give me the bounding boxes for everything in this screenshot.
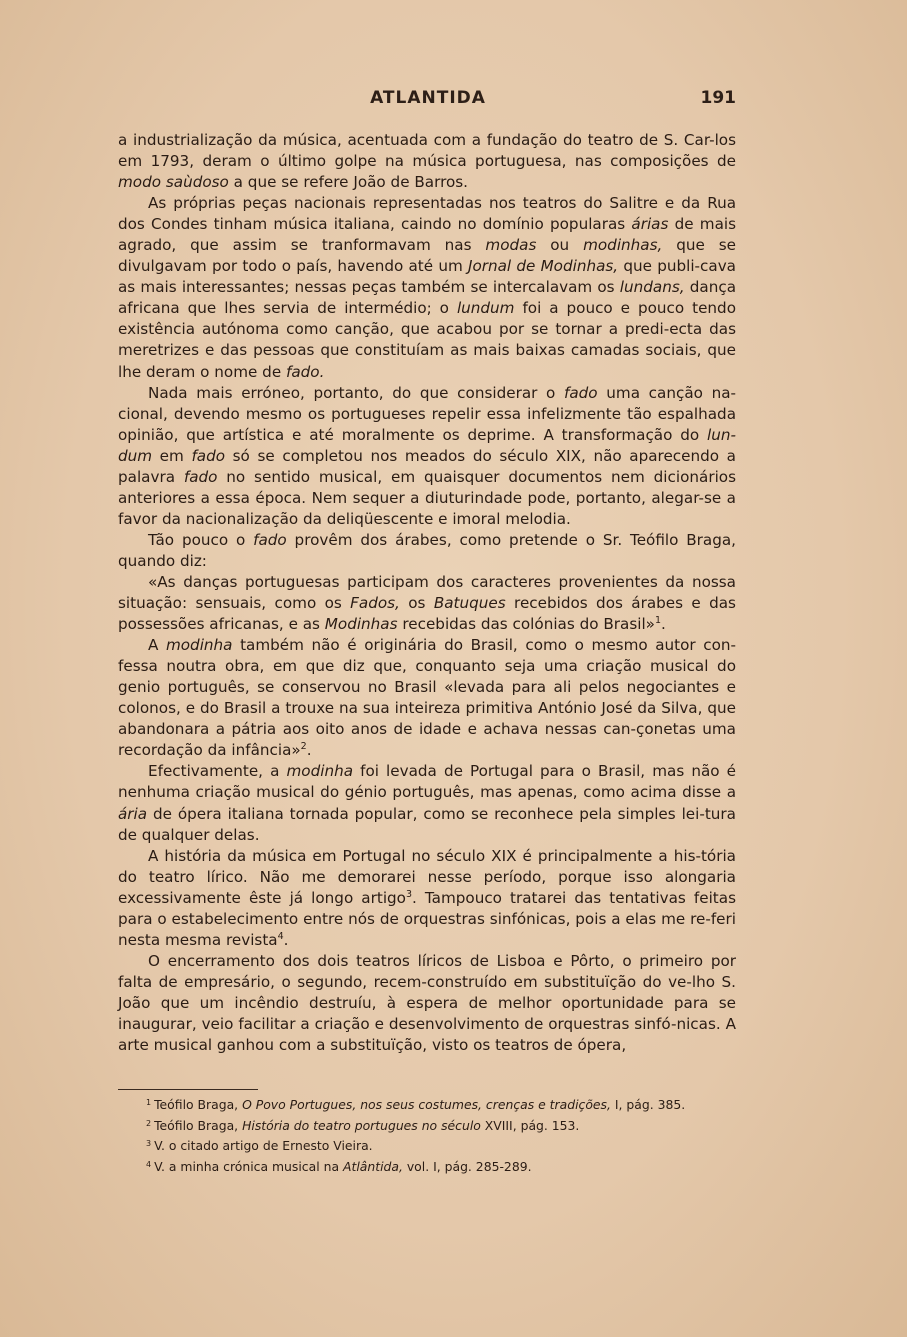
- running-head: [118, 88, 738, 114]
- footnotes: [146, 1094, 766, 1176]
- text-run: a industrialização da música, acentuada com a fundação do teatro de S. Car-los em 1793, deram o último golpe na música portuguesa, nas composições de: [118, 131, 736, 171]
- text-run: no sentido musical, em quaisquer documentos nem dicionários anteriores a essa época. Nem sequer a diuturindade pode, portanto, alegar-se a favor da nacionalização da deliqüescente e imoral melodia.: [118, 467, 736, 528]
- footnote-number: 3: [146, 1139, 152, 1148]
- text-run: ou: [536, 236, 584, 255]
- text-run: de mais agrado, que assim se tranformavam nas: [118, 215, 737, 255]
- italic-text: fado: [183, 467, 218, 486]
- text-run: V. a minha crónica musical na: [154, 1158, 343, 1174]
- journal-title: ATLANTIDA: [370, 88, 486, 108]
- text-run: Efectivamente, a: [148, 762, 287, 781]
- text-run: foi levada de Portugal para o Brasil, mas não é nenhuma criação musical do génio português, mas apenas, como acima disse a: [118, 762, 736, 802]
- italic-text: História do teatro portugues no século: [242, 1117, 481, 1133]
- text-run: .: [306, 741, 312, 760]
- text-run: que publi-cava as mais interessantes; nessas peças também se intercalavam os: [118, 257, 736, 297]
- footnote-reference: 3: [405, 888, 413, 900]
- text-run: Teófilo Braga,: [154, 1097, 243, 1112]
- italic-text: fado: [564, 383, 598, 402]
- italic-text: modinhas,: [583, 236, 663, 255]
- paragraph: [118, 572, 736, 635]
- footnote-rule: [118, 1089, 258, 1090]
- italic-text: modinha: [165, 636, 233, 655]
- text-run: «As danças portuguesas participam dos caracteres provenientes da nossa situação: sensuais, como os: [118, 572, 736, 613]
- italic-text: árias: [631, 215, 669, 234]
- paragraph: [118, 761, 736, 845]
- footnote: [146, 1094, 766, 1115]
- paragraph: [118, 193, 736, 382]
- italic-text: lundans,: [619, 278, 685, 297]
- footnote: [146, 1156, 766, 1177]
- text-run: dança africana que lhes servia de intermédio; o: [118, 278, 737, 318]
- text-run: que se divulgavam por todo o país, havendo até um: [118, 236, 736, 276]
- text-run: O encerramento dos dois teatros líricos de Lisboa e Pôrto, o primeiro por falta de empresário, o segundo, recem-construído em substituïção do ve-lho S. João que um incêndio destruíu, à espera de melhor oportunidade para se inaugurar, veio facilitar a criação e desenvolvimento de orquestras sinfó-nicas. A arte musical ganhou com a substituïção, visto os teatros de ópera,: [118, 951, 736, 1055]
- paragraph: [118, 635, 736, 761]
- text-run: foi a pouco e pouco tendo existência autónoma como canção, que acabou por se tornar a predi-ecta das meretrizes e das pessoas que constituíam as mais baixas camadas sociais, que lhe deram o nome de: [118, 299, 736, 381]
- text-run: .: [283, 930, 289, 949]
- italic-text: ária: [118, 804, 148, 823]
- text-run: também não é originária do Brasil, como o mesmo autor con-fessa noutra obra, em que diz que, conquanto seja uma criação musical do genio português, se conservou no Brasil «levada para ali pelos negociantes e colonos, e do Brasil a trouxe na sua inteireza primitiva António José da Silva, que abandonara a pátria aos oito anos de idade e achava nessas can-çonetas uma recordação da infância»: [118, 636, 736, 760]
- text-run: Teófilo Braga,: [154, 1117, 243, 1133]
- italic-text: modo saùdoso: [118, 173, 229, 192]
- footnote-number: 4: [146, 1159, 152, 1169]
- footnote-number: 2: [146, 1118, 152, 1128]
- italic-text: Batuques: [433, 594, 506, 613]
- text-run: os: [399, 594, 434, 613]
- italic-text: Jornal de Modinhas,: [467, 257, 619, 276]
- italic-text: lundum: [456, 299, 515, 318]
- text-run: em: [152, 446, 192, 465]
- footnote: [146, 1135, 766, 1156]
- paragraph: [118, 530, 736, 572]
- italic-text: modas: [485, 236, 537, 255]
- text-run: provêm dos árabes, como pretende o Sr. Teófilo Braga, quando diz:: [118, 530, 736, 570]
- footnote-reference: 1: [654, 615, 662, 627]
- text-run: só se completou nos meados do século XIX, não aparecendo a palavra: [118, 446, 736, 486]
- italic-text: Fados,: [350, 594, 400, 613]
- italic-text: fado: [191, 446, 226, 465]
- page-number: 191: [700, 88, 736, 108]
- text-run: XVIII, pág. 153.: [480, 1117, 580, 1133]
- paragraph: [118, 846, 736, 951]
- text-run: A: [148, 636, 166, 655]
- text-run: Nada mais erróneo, portanto, do que considerar o: [148, 383, 565, 402]
- paragraph: [118, 130, 736, 193]
- article-body: [118, 130, 736, 1056]
- text-run: I, pág. 385.: [610, 1097, 686, 1112]
- footnote-reference: 4: [277, 930, 284, 942]
- italic-text: O Povo Portugues, nos seus costumes, crenças e tradições,: [242, 1097, 611, 1112]
- italic-text: modinha: [286, 762, 354, 781]
- text-run: Tão pouco o: [148, 530, 254, 549]
- text-run: a que se refere João de Barros.: [228, 173, 469, 192]
- italic-text: fado: [253, 530, 287, 549]
- text-run: .: [661, 615, 666, 634]
- text-run: V. o citado artigo de Ernesto Vieira.: [154, 1138, 373, 1153]
- text-run: As próprias peças nacionais representadas nos teatros do Salitre e da Rua dos Condes tinham música italiana, caindo no domínio popularas: [118, 194, 736, 234]
- text-run: uma canção na-cional, devendo mesmo os portugueses repelir essa infelizmente tão espalhada opinião, que artística e até moralmente os deprime. A transformação do: [118, 383, 737, 444]
- text-run: . Tampouco tratarei das tentativas feitas para o estabelecimento entre nós de orquestras sinfónicas, pois a elas me re-feri nesta mesma revista: [118, 888, 736, 949]
- paragraph: [118, 951, 736, 1056]
- text-run: recebidas das colónias do Brasil»: [397, 615, 655, 634]
- text-run: vol. I, pág. 285-289.: [402, 1158, 532, 1174]
- footnote: [146, 1115, 766, 1136]
- italic-text: Atlântida,: [342, 1158, 403, 1174]
- italic-text: fado.: [286, 362, 325, 381]
- footnote-reference: 2: [300, 741, 307, 753]
- paragraph: [118, 383, 736, 530]
- footnote-number: 1: [146, 1098, 152, 1107]
- text-run: recebidos dos árabes e das possessões africanas, e as: [118, 594, 736, 634]
- text-run: de ópera italiana tornada popular, como se reconhece pela simples lei-tura de qualquer delas.: [118, 804, 736, 844]
- italic-text: lun-dum: [118, 425, 736, 465]
- text-run: A história da música em Portugal no século XIX é principalmente a his-tória do teatro lírico. Não me demorarei nesse período, porque isso alongaria excessivamente êste já longo artigo: [118, 846, 736, 907]
- italic-text: Modinhas: [324, 615, 398, 634]
